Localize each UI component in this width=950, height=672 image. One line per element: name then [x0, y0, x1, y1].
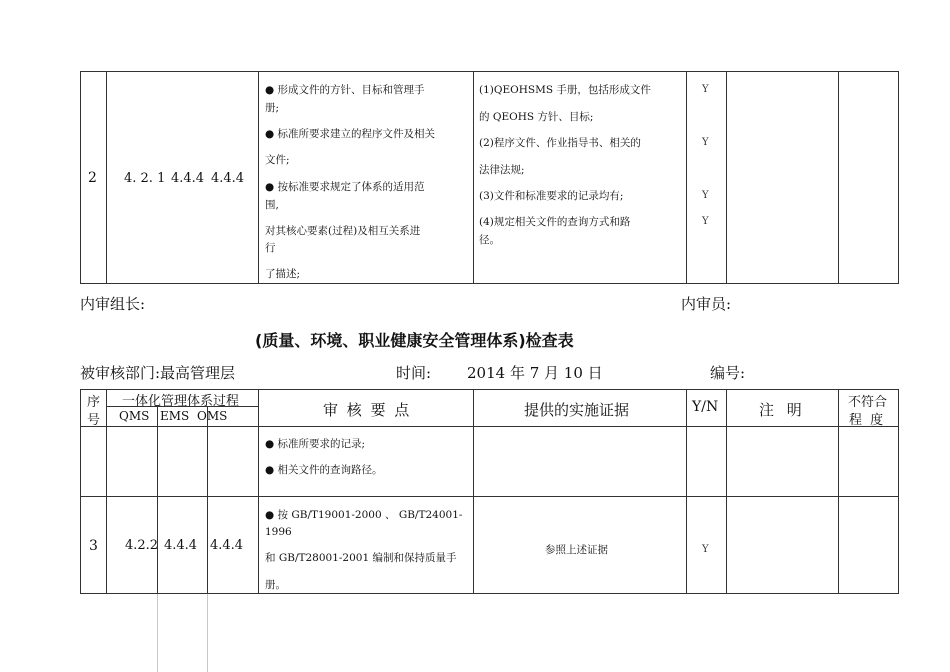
evidence-line: (4)规定相关文件的查询方式和路 [479, 216, 631, 228]
time-label: 时间: [396, 364, 432, 382]
header-process: 一体化管理体系过程 [122, 394, 240, 409]
audit-point-line: 册。 [265, 579, 286, 591]
evidence-line: (1)QEOHSMS 手册，包括形成文件 [479, 84, 651, 96]
row-seq: 2 [88, 170, 97, 186]
clause-ohs: 4.4.4 [211, 171, 245, 186]
evidence-text: 参照上述证据 [545, 544, 608, 556]
yn-mark: Y [702, 544, 709, 555]
header-evidence: 提供的实施证据 [524, 401, 630, 419]
audit-leader-label: 内审组长: [80, 295, 146, 313]
clause-ems: 4.4.4 [171, 171, 205, 186]
yn-mark: Y [702, 190, 709, 201]
header-note: 注 明 [759, 401, 806, 419]
audit-point-line: ● 标准所要求的记录; [265, 438, 366, 450]
audit-point-line: 册; [265, 102, 280, 114]
evidence-line: 径。 [479, 234, 500, 246]
clause-ems: 4.4.4 [164, 538, 198, 553]
header-yn: Y/N [692, 399, 719, 415]
audit-point-line: 围, [265, 199, 279, 211]
audit-point-line: ● 标准所要求建立的程序文件及相关 [265, 128, 435, 140]
form-title: (质量、环境、职业健康安全管理体系)检查表 [255, 331, 574, 350]
number-label: 编号: [710, 364, 746, 382]
row-seq: 3 [89, 538, 98, 554]
header-qms: QMS [119, 409, 150, 423]
clause-qms: 4.2.2 [125, 538, 159, 553]
audit-point-line: 对其核心要素(过程)及相互关系进 [265, 225, 421, 237]
audit-point-line: 1996 [265, 526, 292, 538]
auditor-label: 内审员: [681, 295, 732, 313]
header-audit-points: 审 核 要 点 [323, 401, 412, 419]
header-nonconformity: 程 度 [849, 413, 886, 428]
clause-qms: 4. 2. 1 [124, 171, 166, 186]
evidence-line: (3)文件和标准要求的记录均有; [479, 190, 624, 202]
header-nonconformity: 不符合 [848, 395, 888, 410]
yn-mark: Y [702, 84, 709, 95]
audit-point-line: 行 [265, 242, 276, 254]
evidence-line: 的 QEOHS 方针、目标; [479, 111, 594, 123]
audit-point-line: ● 形成文件的方针、目标和管理手 [265, 84, 425, 96]
header-ems: EMS [160, 409, 190, 423]
audit-point-line: ● 相关文件的查询路径。 [265, 464, 383, 476]
audit-point-line: 和 GB/T28001-2001 编制和保持质量手 [265, 552, 457, 564]
audit-point-line: 文件; [265, 154, 290, 166]
header-seq: 序 [87, 395, 101, 410]
header-seq: 号 [87, 413, 101, 428]
audited-dept: 被审核部门:最高管理层 [80, 364, 236, 382]
yn-mark: Y [702, 137, 709, 148]
audit-point-line: ● 按 GB/T19001-2000 、 GB/T24001- [265, 509, 463, 521]
audit-point-line: 了描述; [265, 268, 301, 280]
yn-mark: Y [702, 216, 709, 227]
evidence-line: (2)程序文件、作业指导书、相关的 [479, 137, 641, 149]
clause-oms: 4.4.4 [210, 538, 244, 553]
evidence-line: 法律法规; [479, 164, 525, 176]
header-oms: OMS [197, 409, 228, 423]
audit-point-line: ● 按标准要求规定了体系的适用范 [265, 181, 425, 193]
audit-date: 2014 年 7 月 10 日 [467, 364, 603, 382]
